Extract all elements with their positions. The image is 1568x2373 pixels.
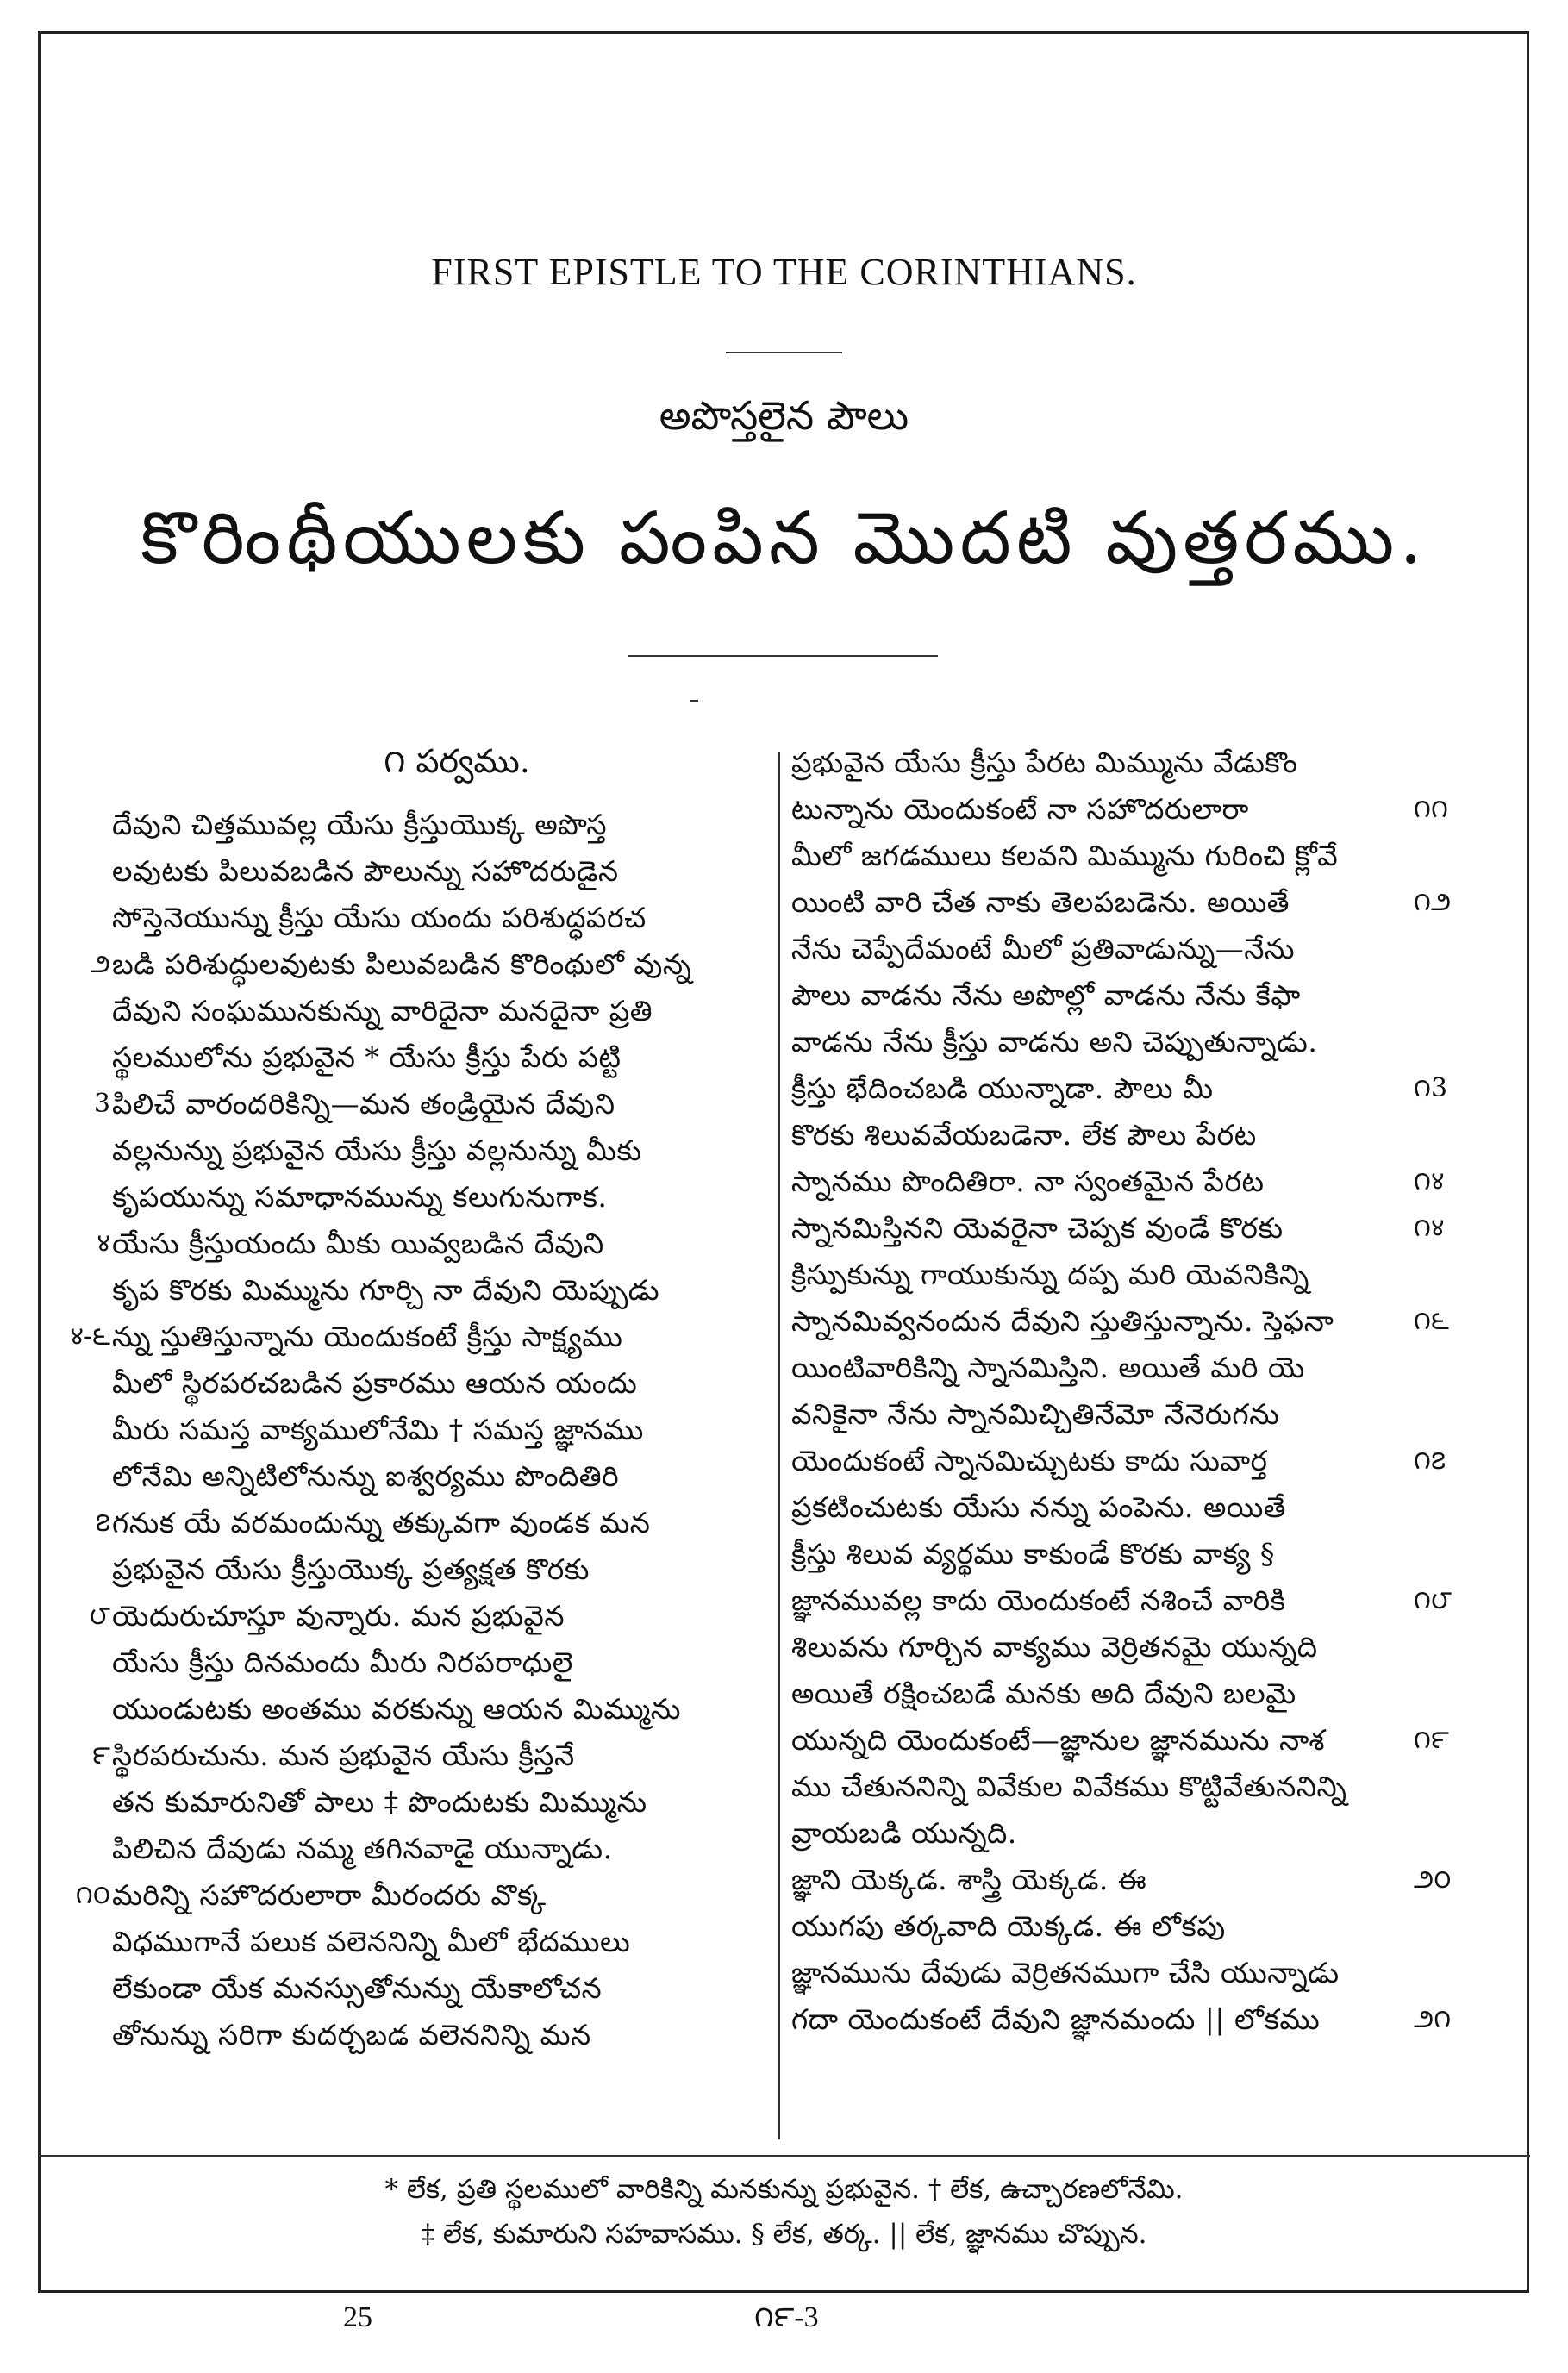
verse-number: ౧౦ (75, 1880, 110, 1910)
title-divider-lower (628, 655, 938, 657)
telugu-title: కొరింథీయులకు పంపిన మొదటి వుత్తరము. (141, 496, 1427, 580)
text-line: మీలో జగడములు కలవని మిమ్మును గురించి క్లోవే (791, 839, 1339, 872)
text-line: స్నానము పొందితిరా. నా స్వంతమైన పేరట (791, 1165, 1265, 1198)
verse-number: ౮ (89, 1601, 110, 1631)
text-line: యున్నది యెందుకంటే—జ్ఞానుల జ్ఞానమును నాశ (791, 1723, 1326, 1757)
title-divider-dot (690, 700, 698, 702)
text-line: బడి పరిశుద్ధులవుటకు పిలువబడిన కొరింథులో వున్న (112, 947, 692, 981)
left-column (112, 740, 802, 2058)
left-column-lines (112, 802, 802, 2058)
text-line: మీరు సమస్త వాక్యములోనేమి † సమస్త జ్ఞానము (112, 1413, 644, 1446)
text-line: క్రిస్పుకున్ను గాయుకున్ను దప్ప మరి యెవనికిన్ని (791, 1258, 1309, 1291)
verse-number: ౨ (90, 949, 110, 979)
text-line: క్రీస్తు భేదించబడి యున్నాడా. పౌలు మీ (791, 1071, 1214, 1105)
text-line: స్థలములోను ప్రభువైన * యేసు క్రీస్తు పేరు పట్టి (112, 1040, 622, 1074)
text-line: సోస్తెనెయున్ను క్రీస్తు యేసు యందు పరిశుద్ధపరచ (112, 901, 647, 934)
text-line: కృప కొరకు మిమ్మును గూర్చి నా దేవుని యెప్పుడు (112, 1273, 660, 1307)
verse-number: ౧౭ (1414, 1446, 1446, 1476)
text-line: ప్రభువైన యేసు క్రీస్తుయొక్క ప్రత్యక్షత కొరకు (112, 1552, 590, 1586)
text-line: దేవుని సంఘమునకున్ను వారిదైనా మనదైనా ప్రతి (112, 994, 653, 1027)
text-line: యేసు క్రీస్తుయందు మీకు యివ్వబడిన దేవుని (112, 1227, 604, 1260)
signature-mark: ౧౯-3 (754, 2301, 819, 2333)
text-line: వల్లనున్ను ప్రభువైన యేసు క్రీస్తు వల్లనున్ను మీకు (112, 1133, 642, 1167)
telugu-subtitle: అపొస్తలైన పౌలు (659, 392, 909, 439)
text-line: స్థిరపరుచును. మన ప్రభువైన యేసు క్రీస్తనే (112, 1739, 575, 1772)
text-line: క్రీస్తు శిలువ వ్యర్థము కాకుండే కొరకు వాక్య § (791, 1537, 1275, 1571)
text-line: మరిన్ని సహొదరులారా మీరందరు వొక్క (112, 1878, 547, 1912)
text-line: గనుక యే వరమందున్ను తక్కువగా వుండక మన (112, 1506, 651, 1539)
text-line: ప్రకటించుటకు యేసు నన్ను పంపెను. అయితే (791, 1490, 1286, 1524)
text-line: యింటి వారి చేత నాకు తెలపబడెను. అయితే (791, 885, 1290, 919)
title-divider (726, 352, 842, 353)
text-line: గదా యెందుకంటే దేవుని జ్ఞానమందు || లోకము (791, 2002, 1321, 2036)
text-line: యుగపు తర్కవాది యెక్కడ. ఈ లోకపు (791, 1909, 1226, 1943)
text-line: విధముగానే పలుక వలెననిన్ని మీలో భేదములు (112, 1925, 631, 1958)
verse-number: ౧3 (1414, 1073, 1448, 1103)
text-line: ప్రభువైన యేసు క్రీస్తు పేరట మిమ్మును వేడుకొం (791, 746, 1298, 779)
text-line: న్ను స్తుతిస్తున్నాను యెందుకంటే క్రీస్తు సాక్ష్యము (112, 1320, 623, 1353)
footnote-line: ‡ లేక, కుమారుని సహవాసము. § లేక, తర్క. || లేక, జ్ఞానము చొప్పున. (421, 2219, 1147, 2250)
right-column (791, 740, 1481, 2043)
text-line: పిలిచే వారందరికిన్ని—మన తండ్రియైన దేవుని (112, 1087, 615, 1121)
text-line: యేసు క్రీస్తు దినమందు మీరు నిరపరాధులై (112, 1645, 573, 1679)
text-line: జ్ఞానమును దేవుడు వెర్రితనముగా చేసి యున్నాడు (791, 1956, 1340, 1989)
verse-number: ౭ (95, 1508, 110, 1538)
text-line: యెందుకంటే స్నానమిచ్చుటకు కాదు సువార్త (791, 1444, 1268, 1477)
text-line: యెదురుచూస్తూ వున్నారు. మన ప్రభువైన (112, 1599, 565, 1633)
verse-number: ౯ (92, 1740, 110, 1770)
english-running-title: FIRST EPISTLE TO THE CORINTHIANS. (431, 251, 1137, 293)
text-line: పౌలు వాడను నేను అపొల్లో వాడను నేను కేఫా (791, 978, 1301, 1012)
text-line: టున్నాను యెందుకంటే నా సహొదరులారా (791, 792, 1249, 826)
text-line: వాడను నేను క్రీస్తు వాడను అని చెప్పుతున్నాడు. (791, 1025, 1318, 1058)
verse-number: ౧౨ (1414, 887, 1452, 917)
column-divider (778, 752, 780, 2139)
footnote-line: * లేక, ప్రతి స్థలములో వారికిన్ని మనకున్ను ప్రభువైన. † లేక, ఉచ్చారణలోనేమి. (384, 2174, 1184, 2205)
text-line: నేను చెప్పేదేమంటే మీలో ప్రతివాడున్ను—నేను (791, 932, 1295, 965)
text-line: లవుటకు పిలువబడిన పౌలున్ను సహొదరుడైన (112, 854, 619, 888)
text-line: స్నానమివ్వనందున దేవుని స్తుతిస్తున్నాను. స్తెఫనా (791, 1304, 1334, 1338)
text-line: కొరకు శిలువవేయబడెనా. లేక పౌలు పేరట (791, 1118, 1257, 1152)
verse-number: ౧౬ (1414, 1306, 1449, 1336)
verse-number: ४ (97, 1228, 110, 1258)
verse-number: ౧४ (1414, 1166, 1445, 1196)
text-line: ము చేతుననిన్ని వివేకుల వివేకము కొట్టివేతుననిన్ని (791, 1770, 1347, 1803)
text-line: శిలువను గూర్చిన వాక్యము వెర్రితనమై యున్నది (791, 1630, 1318, 1664)
verse-number: ౨౧ (1414, 2004, 1452, 2034)
verse-number: ४-౬ (70, 1321, 110, 1352)
text-line: దేవుని చిత్తమువల్ల యేసు క్రీస్తుయొక్క అపొస్త (112, 808, 607, 841)
text-line: వ్రాయబడి యున్నది. (791, 1816, 1017, 1850)
verse-number: ౨౦ (1414, 1864, 1452, 1895)
text-line: కృపయున్ను సమాధానమున్ను కలుగునుగాక. (112, 1180, 608, 1214)
text-line: స్నానమిస్తినని యెవరైనా చెప్పక వుండే కొరకు (791, 1211, 1284, 1245)
text-line: యింటివారికిన్ని స్నానమిస్తిని. అయితే మరి యె (791, 1351, 1305, 1384)
right-column-lines (791, 740, 1481, 2043)
footnote-divider (39, 2155, 1530, 2157)
verse-number: ౧४ (1414, 1213, 1445, 1243)
chapter-heading: ౧ పర్వము. (384, 742, 530, 780)
text-line: మీలో స్థిరపరచబడిన ప్రకారము ఆయన యందు (112, 1366, 638, 1400)
page-number: 25 (343, 2301, 372, 2333)
text-line: వనికైనా నేను స్నానమిచ్చితినేమో నేనెరుగను (791, 1397, 1280, 1431)
text-line: తోనున్ను సరిగా కుదర్చబడ వలెననిన్ని మన (112, 2018, 591, 2051)
text-line: యుండుటకు అంతము వరకున్ను ఆయన మిమ్మును (112, 1692, 681, 1726)
text-line: లేకుండా యేక మనస్సుతోనున్ను యేకాలోచన (112, 1971, 603, 2005)
text-line: అయితే రక్షించబడే మనకు అది దేవుని బలమై (791, 1677, 1296, 1710)
text-line: జ్ఞానమువల్ల కాదు యెందుకంటే నశించే వారికి (791, 1583, 1286, 1617)
verse-number: ౧౮ (1414, 1585, 1452, 1615)
verse-number: 3 (93, 1089, 110, 1119)
text-line: లోనేమి అన్నిటిలోనున్ను ఐశ్వర్యము పొందితిరి (112, 1459, 620, 1493)
text-line: పిలిచిన దేవుడు నమ్మ తగినవాడై యున్నాడు. (112, 1832, 613, 1865)
text-line: జ్ఞాని యెక్కడ. శాస్త్రి యెక్కడ. ఈ (791, 1863, 1147, 1896)
text-line: తన కుమారునితో పాలు ‡ పొందుటకు మిమ్మును (112, 1785, 647, 1819)
verse-number: ౧౯ (1414, 1725, 1449, 1755)
verse-number: ౧౧ (1414, 794, 1448, 824)
